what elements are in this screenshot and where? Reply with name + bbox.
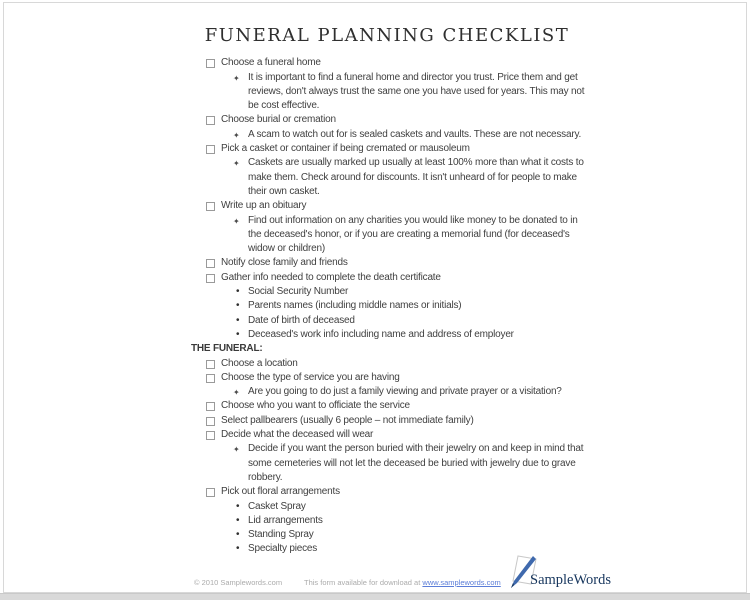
footer-copyright: © 2010 Samplewords.com bbox=[194, 578, 283, 587]
checklist-item-label: Pick a casket or container if being cremated or mausoleum bbox=[221, 143, 470, 155]
checklist-item bbox=[186, 357, 588, 371]
bullet-text: Social Security Number bbox=[248, 286, 349, 298]
bullet-text: Lid arrangements bbox=[248, 514, 323, 526]
star-bullet-icon: ✦ bbox=[233, 388, 240, 398]
checkbox-icon[interactable] bbox=[206, 202, 215, 211]
checkbox-icon[interactable] bbox=[206, 402, 215, 411]
checklist-item bbox=[186, 113, 588, 127]
bullet-item bbox=[186, 500, 588, 514]
document-content bbox=[186, 25, 588, 557]
bullet-text: Parents names (including middle names or initials) bbox=[248, 300, 462, 312]
download-link[interactable]: www.samplewords.com bbox=[422, 578, 501, 587]
bullet-item bbox=[186, 285, 588, 299]
dot-bullet-icon: • bbox=[236, 500, 240, 512]
dot-bullet-icon: • bbox=[236, 286, 240, 298]
checklist-item-label: Decide what the deceased will wear bbox=[221, 429, 374, 441]
note-text: A scam to watch out for is sealed caskets and vaults. These are not necessary. bbox=[248, 128, 582, 140]
checklist-item-label: Write up an obituary bbox=[221, 200, 307, 212]
samplewords-logo bbox=[507, 554, 611, 590]
checklist-item-label: Select pallbearers (usually 6 people – not immediate family) bbox=[221, 414, 474, 426]
page-title: FUNERAL PLANNING CHECKLIST bbox=[204, 25, 570, 46]
note-text: Caskets are usually marked up usually at least 100% more than what it costs to make them. Check around for discounts. It isn't unheard of for people to make their own casket. bbox=[248, 157, 584, 197]
checkbox-icon[interactable] bbox=[206, 360, 215, 369]
bottom-strip bbox=[0, 593, 750, 600]
document-page bbox=[3, 2, 747, 593]
bullet-item bbox=[186, 328, 588, 342]
section-heading: THE FUNERAL: bbox=[191, 343, 263, 355]
checkbox-icon[interactable] bbox=[206, 259, 215, 268]
bullet-item bbox=[186, 528, 588, 542]
checkbox-icon[interactable] bbox=[206, 274, 215, 283]
checklist-item-label: Choose who you want to officiate the service bbox=[221, 400, 410, 412]
footer-download-prefix: This form available for download at bbox=[304, 578, 423, 587]
checklist-item-label: Notify close family and friends bbox=[221, 257, 348, 269]
checklist-item bbox=[186, 256, 588, 270]
dot-bullet-icon: • bbox=[236, 514, 240, 526]
star-bullet-icon: ✦ bbox=[233, 445, 240, 455]
checklist-item-label: Choose the type of service you are having bbox=[221, 371, 400, 383]
star-bullet-icon: ✦ bbox=[233, 159, 240, 169]
note bbox=[186, 156, 586, 199]
checklist-item-label: Choose a location bbox=[221, 357, 298, 369]
checkbox-icon[interactable] bbox=[206, 488, 215, 497]
checklist-item-label: Gather info needed to complete the death certificate bbox=[221, 271, 441, 283]
star-bullet-icon: ✦ bbox=[233, 73, 240, 83]
checklist-item-label: Choose a funeral home bbox=[221, 57, 321, 69]
checklist-item bbox=[186, 199, 588, 213]
note bbox=[186, 214, 586, 257]
bullet-item bbox=[186, 299, 588, 313]
footer-download-text bbox=[304, 578, 501, 587]
bullet-item bbox=[186, 514, 588, 528]
note bbox=[186, 71, 586, 114]
bullet-text: Standing Spray bbox=[248, 529, 314, 541]
bullet-text: Casket Spray bbox=[248, 500, 306, 512]
bullet-text: Deceased's work info including name and address of employer bbox=[248, 328, 514, 340]
checklist-item-label: Choose burial or cremation bbox=[221, 114, 336, 126]
checklist-item bbox=[186, 414, 588, 428]
checklist-item-label: Pick out floral arrangements bbox=[221, 486, 340, 498]
checklist-item bbox=[186, 56, 588, 70]
note-text: Find out information on any charities you would like money to be donated to in the deceased's honor, or if you are creating a memorial fund (for deceased's widow or children) bbox=[248, 214, 578, 255]
checkbox-icon[interactable] bbox=[206, 417, 215, 426]
note-text: Are you going to do just a family viewing and private prayer or a visitation? bbox=[248, 386, 562, 398]
bullet-text: Specialty pieces bbox=[248, 543, 318, 555]
bullet-item bbox=[186, 314, 588, 328]
checklist-item bbox=[186, 371, 588, 385]
note-text: Decide if you want the person buried with their jewelry on and keep in mind that some cemeteries will not let the deceased be buried with jewelry due to grave robbery. bbox=[248, 443, 584, 483]
dot-bullet-icon: • bbox=[236, 543, 240, 555]
checklist bbox=[186, 56, 588, 556]
dot-bullet-icon: • bbox=[236, 300, 240, 312]
note-text: It is important to find a funeral home and director you trust. Price them and get reviews, don't always trust the same one you have used for years. This may not be cost effective. bbox=[248, 71, 585, 112]
checklist-item bbox=[186, 428, 588, 442]
checklist-item bbox=[186, 485, 588, 499]
bullet-text: Date of birth of deceased bbox=[248, 314, 355, 326]
note bbox=[186, 128, 586, 142]
dot-bullet-icon: • bbox=[236, 328, 240, 340]
checkbox-icon[interactable] bbox=[206, 116, 215, 125]
checklist-item bbox=[186, 399, 588, 413]
checkbox-icon[interactable] bbox=[206, 431, 215, 440]
checkbox-icon[interactable] bbox=[206, 59, 215, 68]
dot-bullet-icon: • bbox=[236, 529, 240, 541]
checkbox-icon[interactable] bbox=[206, 145, 215, 154]
checklist-item bbox=[186, 271, 588, 285]
note bbox=[186, 385, 586, 399]
logo-text: SampleWords bbox=[530, 572, 611, 588]
checklist-item bbox=[186, 142, 588, 156]
dot-bullet-icon: • bbox=[236, 314, 240, 326]
star-bullet-icon: ✦ bbox=[233, 130, 240, 140]
checkbox-icon[interactable] bbox=[206, 374, 215, 383]
star-bullet-icon: ✦ bbox=[233, 216, 240, 226]
note bbox=[186, 442, 586, 485]
